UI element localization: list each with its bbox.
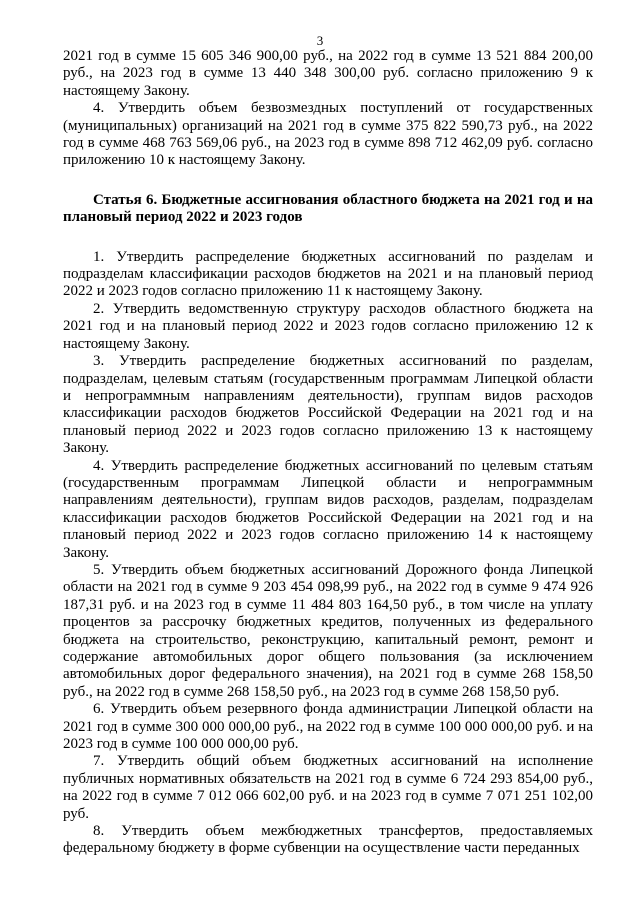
paragraph: 4. Утвердить объем безвозмездных поступлений от государственных (муниципальных) организаций на 2021 год в сумме 375 822 590,73 руб., на 2022 год в сумме 468 763 569,06 руб., на 2023 год в сумме 898 712 462,09 руб. согласно приложению 10 к настоящему Закону. bbox=[63, 100, 593, 169]
paragraph: 4. Утвердить распределение бюджетных ассигнований по целевым статьям (государственным программам Липецкой области и непрограммным направлениям деятельности), группам видов расходов, разделам, подразделам классификации расходов бюджетов Российской Федерации на 2021 год и на плановый период 2022 и 2023 годов согласно приложению 14 к настоящему Закону. bbox=[63, 457, 593, 561]
paragraph: 3. Утвердить распределение бюджетных ассигнований по разделам, подразделам, целевым статьям (государственным программам Липецкой области и непрограммным направлениям деятельности), группам видов расходов классификации расходов бюджетов Российской Федерации на 2021 год и на плановый период 2022 и 2023 годов согласно приложению 13 к настоящему Закону. bbox=[63, 353, 593, 457]
article-heading: Статья 6. Бюджетные ассигнования областного бюджета на 2021 год и на плановый период 2022 и 2023 годов bbox=[63, 191, 593, 226]
paragraph: 8. Утвердить объем межбюджетных трансфертов, предоставляемых федеральному бюджету в форме субвенции на осуществление части переданных bbox=[63, 823, 593, 857]
document-body bbox=[63, 48, 593, 858]
paragraph: 2021 год в сумме 15 605 346 900,00 руб., на 2022 год в сумме 13 521 884 200,00 руб., на 2023 год в сумме 13 440 348 300,00 руб. согласно приложению 9 к настоящему Закону. bbox=[63, 48, 593, 99]
page-number: 3 bbox=[316, 33, 324, 48]
paragraph: 7. Утвердить общий объем бюджетных ассигнований на исполнение публичных нормативных обязательств на 2021 год в сумме 6 724 293 854,00 руб., на 2022 год в сумме 7 012 066 602,00 руб. и на 2023 год в сумме 7 071 251 102,00 руб. bbox=[63, 753, 593, 822]
paragraph: 6. Утвердить объем резервного фонда администрации Липецкой области на 2021 год в сумме 300 000 000,00 руб., на 2022 год в сумме 100 000 000,00 руб. и на 2023 год в сумме 100 000 000,00 руб. bbox=[63, 701, 593, 753]
paragraph: 2. Утвердить ведомственную структуру расходов областного бюджета на 2021 год и на плановый период 2022 и 2023 годов согласно приложению 12 к настоящему Закону. bbox=[63, 300, 593, 352]
paragraph: 1. Утвердить распределение бюджетных ассигнований по разделам и подразделам классификации расходов бюджетов на 2021 и на плановый период 2022 и 2023 годов согласно приложению 11 к настоящему Закону. bbox=[63, 248, 593, 300]
paragraph: 5. Утвердить объем бюджетных ассигнований Дорожного фонда Липецкой области на 2021 год в сумме 9 203 454 098,99 руб., на 2022 год в сумме 9 474 926 187,31 руб. и на 2023 год в сумме 11 484 803 164,50 руб., в том числе на уплату процентов за рассрочку бюджетных кредитов, полученных из федерального бюджета на строительство, реконструкцию, капитальный ремонт, ремонт и содержание автомобильных дорог общего пользования (за исключением автомобильных дорог федерального значения), на 2021 год в сумме 268 158,50 руб., на 2022 год в сумме 268 158,50 руб., на 2023 год в сумме 268 158,50 руб. bbox=[63, 561, 593, 700]
